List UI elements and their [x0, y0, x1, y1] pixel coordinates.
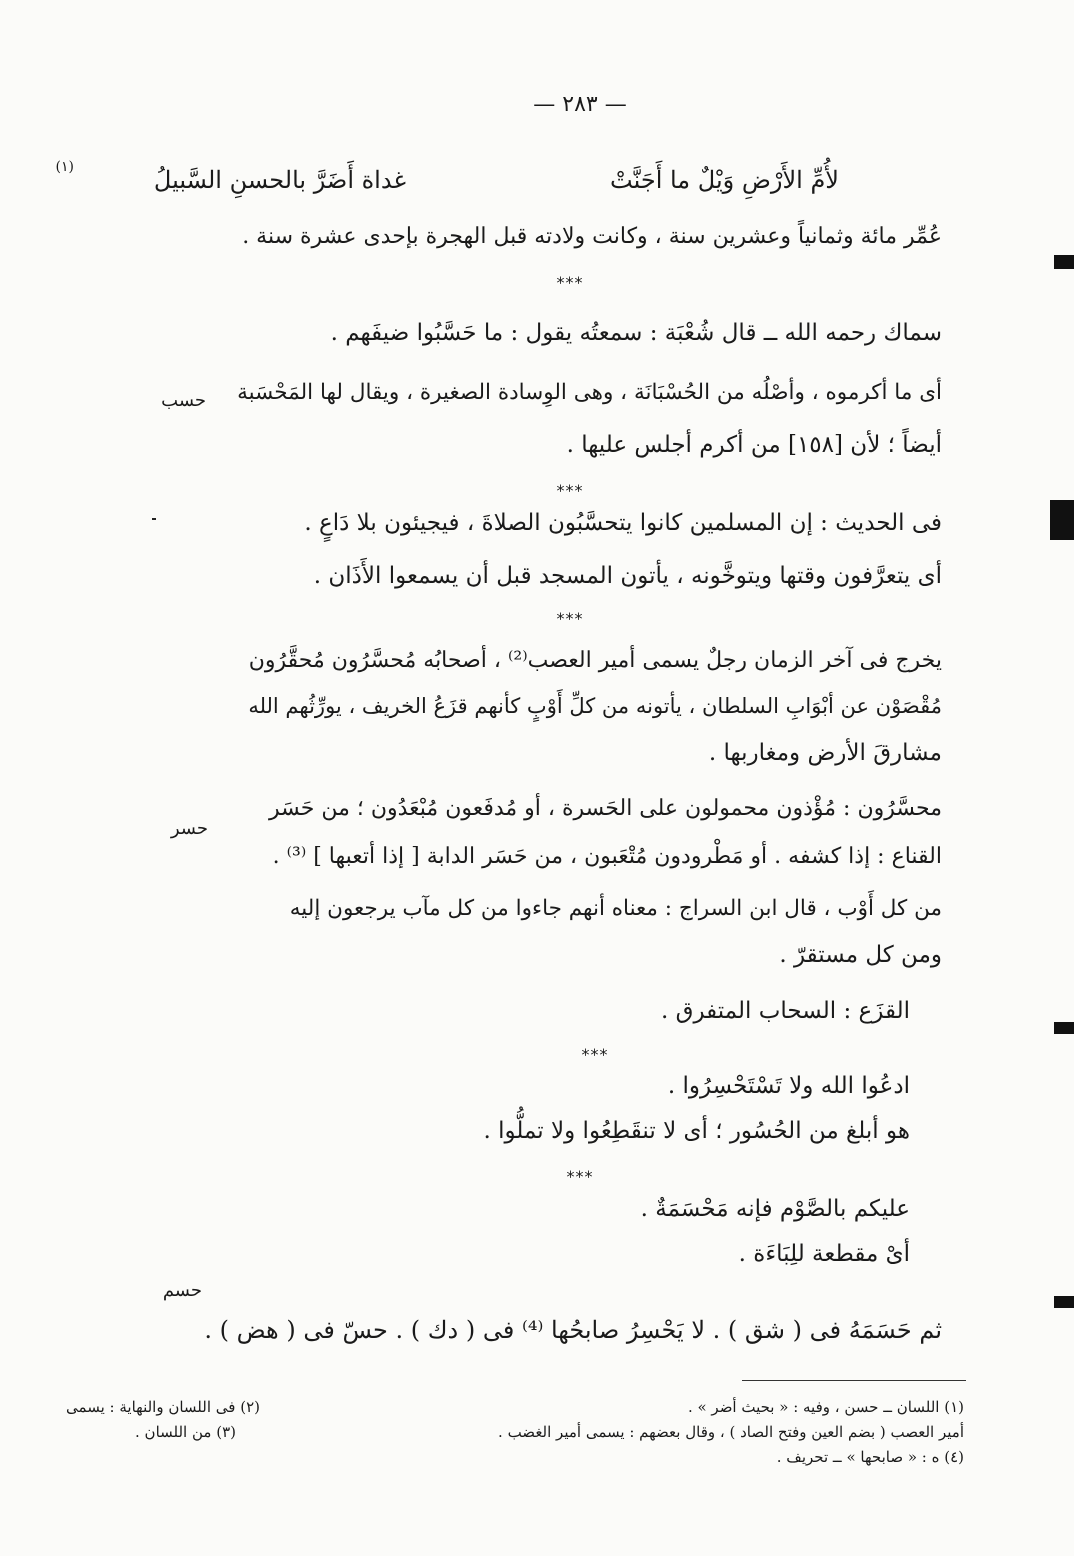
footnote-divider: [742, 1380, 966, 1381]
text-line: عُمِّر مائة وثمانياً وعشرين سنة ، وكانت ولادته قبل الهجرة بإحدى عشرة سنة .: [242, 224, 942, 249]
text-line: أيضاً ؛ لأن [١٥٨] من أكرم أجلس عليها .: [566, 432, 942, 458]
text-line: محسَّرُون : مُؤْذون محمولون على الحَسرة ، أو مُدفَعون مُبْعَدُون ؛ من حَسَر: [268, 796, 942, 821]
footnote-4: (٤) ه : « صابحها » ــ تحريف .: [776, 1448, 964, 1466]
text-line: عليكم بالصَّوْم فإنه مَحْسَمَةٌ .: [640, 1196, 910, 1222]
text-line: سماك رحمه الله ــ قال شُعْبَة : سمعتُه يقول : ما حَسَّبُوا ضيفَهم .: [330, 320, 942, 346]
text-line: ادعُوا الله ولا تَسْتَحْسِرُوا .: [667, 1073, 910, 1099]
text-line: مشارقَ الأرض ومغاربها .: [708, 740, 942, 766]
scan-edge-mark: [1054, 255, 1074, 269]
margin-note-hasab: حسب: [161, 390, 206, 411]
page-number: — ٢٨٣ —: [533, 92, 627, 117]
text-line: ومن كل مستقرّ .: [779, 942, 942, 968]
text-line: القزَع : السحاب المتفرق .: [661, 998, 910, 1024]
text-line: هو أبلغ من الحُسُور ؛ أى لا تنقَطِعُوا ولا تملُّوا .: [483, 1118, 910, 1144]
footnote-3: (٣) من اللسان .: [135, 1423, 236, 1441]
text-line: أىْ مقطعة للِبَاءَة .: [738, 1241, 910, 1267]
text-line: أى ما أكرموه ، وأصْلُه من الحُسْبَانَة ، وهى الوِسادة الصغيرة ، ويقال لها المَحْسَبة: [237, 380, 942, 405]
footnote-2-cont: أمير العصب ( بضم العين وفتح الصاد ) ، وقال بعضهم : يسمى أمير الغضب .: [498, 1423, 964, 1441]
scan-edge-mark: [1050, 500, 1074, 540]
text-line: ثم حَسَمَهُ فى ( شق ) . لا يَحْسِرُ صابحُها ⁽⁴⁾ فى ( دك ) . حسّ فى ( هض ) .: [204, 1316, 942, 1344]
footnote-ref-1: (١): [55, 159, 74, 175]
margin-note-hasar: حسر: [170, 818, 208, 839]
section-separator: ***: [581, 1045, 609, 1064]
scan-edge-mark: [1054, 1022, 1074, 1034]
text-line: القناع : إذا كشفه . أو مَطْرودون مُتْعَبون ، من حَسَر الدابة [ إذا أتعبها ] ⁽³⁾ .: [272, 844, 942, 869]
section-separator: ***: [556, 273, 584, 292]
verse-second-hemistich: غداة أَضَرَّ بالحسنِ السَّبيلُ: [153, 166, 406, 194]
section-separator: ***: [556, 609, 584, 628]
verse-first-hemistich: لأُمِّ الأَرْضِ وَيْلٌ ما أَجَنَّتْ: [610, 166, 839, 194]
text-line: أى يتعرَّفون وقتها ويتوخَّونه ، يأتون المسجد قبل أن يسمعوا الأَذَان .: [313, 563, 942, 589]
section-separator: ***: [556, 481, 584, 500]
scan-edge-mark: [1054, 1296, 1074, 1308]
text-line: من كل أَوْب ، قال ابن السراج : معناه أنهم جاءوا من كل مآب يرجعون إليه: [289, 896, 942, 921]
scan-speck: [152, 518, 156, 520]
footnote-1: (١) اللسان ــ حسن ، وفيه : « بحيث أضر » .: [687, 1398, 964, 1416]
section-separator: ***: [566, 1167, 594, 1186]
footnote-2-start: (٢) فى اللسان والنهاية : يسمى: [66, 1398, 260, 1416]
text-line: يخرج فى آخر الزمان رجلٌ يسمى أمير العصب⁽²⁾ ، أصحابُه مُحسَّرُون مُحقَّرُون: [248, 648, 942, 673]
text-line: مُقْصَوْن عن أبْوَابِ السلطان ، يأتونه من كلِّ أَوْبٍ كأنهم قزَعُ الخريف ، يورِّثُهم الله: [248, 694, 942, 718]
text-line: فى الحديث : إن المسلمين كانوا يتحسَّبُون الصلاةَ ، فيجيئون بلا دَاعٍ .: [304, 510, 942, 536]
margin-note-hasam: حسم: [162, 1280, 202, 1301]
